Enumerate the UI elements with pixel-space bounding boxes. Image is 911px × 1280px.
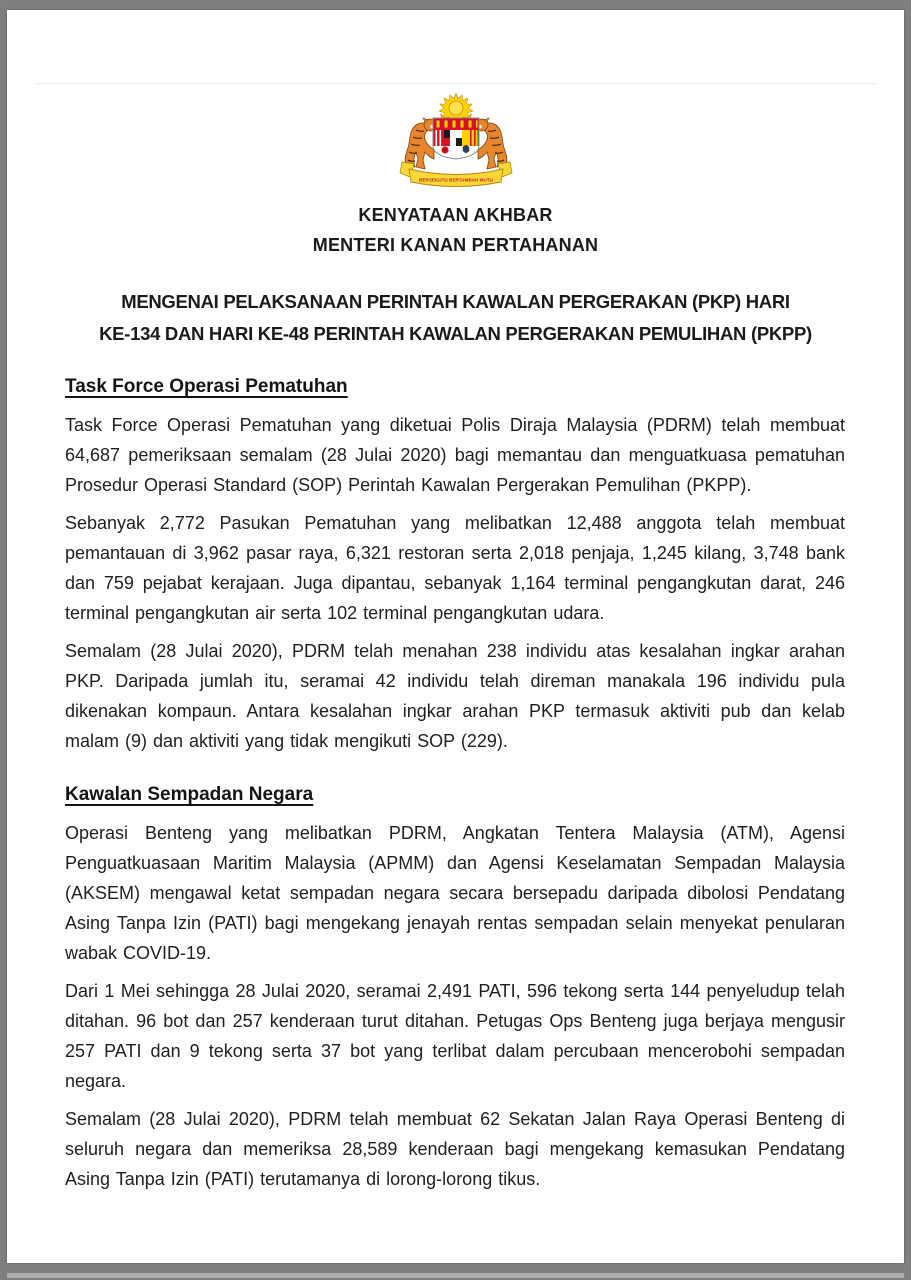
tiger-supporter-right [476,118,507,169]
section-heading-kawalan-sempadan-negara: Kawalan Sempadan Negara [65,784,314,805]
document-body [65,372,845,1202]
coat-of-arms-graphic [389,92,523,190]
agency-heading [7,200,904,260]
paragraph-tahanan-pkp: Semalam (28 Julai 2020), PDRM telah menahan 238 individu atas kesalahan ingkar arahan PKP. Daripada jumlah itu, seramai 42 individu telah direman manakala 196 individu pula dikenakan kompaun. Antara kesalahan ingkar arahan PKP termasuk aktiviti pub dan kelab malam (9) dan aktiviti yang tidak mengikuti SOP (229). [65,641,845,751]
document-title-line1: MENGENAI PELAKSANAAN PERINTAH KAWALAN PERGERAKAN (PKP) HARI [121,291,790,312]
crest-motto-text: BERSEKUTU BERTAMBAH MUTU [418,177,493,183]
document-title-line2: KE-134 DAN HARI KE-48 PERINTAH KAWALAN PERGERAKAN PEMULIHAN (PKPP) [99,323,812,344]
paragraph-tahanan-pati: Dari 1 Mei sehingga 28 Julai 2020, seramai 2,491 PATI, 596 tekong serta 144 penyeludup telah ditahan. 96 bot dan 257 kenderaan turut ditahan. Petugas Ops Benteng juga berjaya mengusir 257 PATI dan 9 tekong serta 37 bot yang terlibat dalam percubaan mencerobohi sempadan negara. [65,981,845,1091]
section-heading-task-force-operasi-pematuhan: Task Force Operasi Pematuhan [65,376,348,397]
shield-icon [433,118,479,159]
paragraph-operasi-benteng: Operasi Benteng yang melibatkan PDRM, Angkatan Tentera Malaysia (ATM), Agensi Penguatkuasaan Maritim Malaysia (APMM) dan Agensi Keselamatan Sempadan Malaysia (AKSEM) mengawal ketat sempadan negara secara bersepadu daripada dibolosi Pendatang Asing Tanpa Izin (PATI) bagi mengekang jenayah rentas sempadan selain menyekat penularan wabak COVID-19. [65,823,845,963]
agency-heading-line1: KENYATAAN AKHBAR [358,205,553,225]
next-page-edge [7,1273,904,1278]
tiger-supporter-left [405,118,436,169]
paragraph-pemeriksaan: Task Force Operasi Pematuhan yang diketuai Polis Diraja Malaysia (PDRM) telah membuat 64,687 pemeriksaan semalam (28 Julai 2020) bagi memantau dan menguatkuasa pematuhan Prosedur Operasi Standard (SOP) Perintah Kawalan Pergerakan Pemulihan (PKPP). [65,415,845,495]
document-title [47,286,864,350]
agency-heading-line2: MENTERI KANAN PERTAHANAN [312,235,599,255]
document-page [7,10,904,1263]
paragraph-sekatan-jalan-raya: Semalam (28 Julai 2020), PDRM telah membuat 62 Sekatan Jalan Raya Operasi Benteng di seluruh negara dan memeriksa 28,589 kenderaan bagi mengekang kemasukan Pendatang Asing Tanpa Izin (PATI) terutamanya di lorong-lorong tikus. [65,1109,845,1189]
malaysia-coat-of-arms-icon [7,92,904,195]
header-divider [36,83,876,84]
paragraph-pasukan-pematuhan: Sebanyak 2,772 Pasukan Pematuhan yang melibatkan 12,488 anggota telah membuat pemantauan di 3,962 pasar raya, 6,321 restoran serta 2,018 penjaja, 1,245 kilang, 3,748 bank dan 759 pejabat kerajaan. Juga dipantau, sebanyak 1,164 terminal pengangkutan darat, 246 terminal pengangkutan air serta 102 terminal pengangkutan udara. [65,513,845,623]
